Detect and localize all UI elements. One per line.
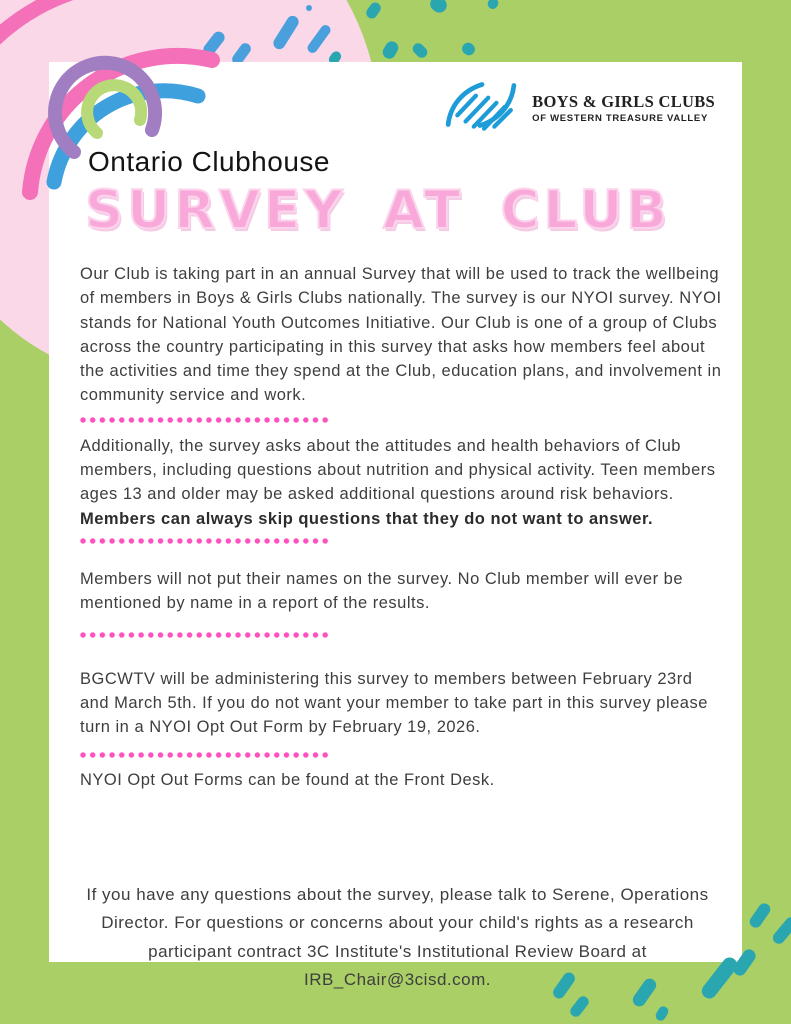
paragraph-opt-out: NYOI Opt Out Forms can be found at the Front Desk. bbox=[80, 771, 495, 790]
paragraph-health-behaviors bbox=[80, 434, 725, 531]
dotted-divider bbox=[80, 417, 332, 423]
confetti-dash-teal-icon bbox=[568, 994, 591, 1019]
bgc-interlocking-hands-icon bbox=[443, 78, 519, 132]
dotted-divider bbox=[80, 632, 332, 638]
org-logo-text bbox=[532, 86, 715, 124]
paragraph-schedule: BGCWTV will be administering this survey to members between February 23rd and March 5th. If you do not want your member to take part in this survey please turn in a NYOI Opt Out Form by February 19, 2026. bbox=[80, 669, 708, 737]
paragraph-health-bold: Members can always skip questions that they do not want to answer. bbox=[80, 509, 654, 528]
paragraph-contact: If you have any questions about the survey, please talk to Serene, Operations Director. For questions or concerns about your child's rights as a research participant contract 3C Institute's Institutional Review Board at IRB_Chair@3cisd.com. bbox=[86, 884, 709, 990]
page-title: SURVEY AT CLUB bbox=[85, 180, 671, 241]
confetti-dash-blue-icon bbox=[306, 5, 312, 11]
content-panel bbox=[49, 62, 742, 990]
confetti-dash-teal-icon bbox=[427, 0, 450, 16]
paragraph-health-normal: Additionally, the survey asks about the attitudes and health behaviors of Club members, including questions about nutrition and physical activity. Teen members ages 13 and older may be asked additional questions around risk behaviors. bbox=[80, 436, 716, 504]
org-region: OF WESTERN TREASURE VALLEY bbox=[532, 113, 709, 124]
confetti-dash-teal-icon bbox=[410, 41, 429, 60]
dotted-divider bbox=[80, 538, 332, 544]
confetti-dash-teal-icon bbox=[460, 40, 478, 58]
dotted-divider bbox=[80, 752, 332, 758]
confetti-dash-teal-icon bbox=[654, 1005, 670, 1023]
paragraph-anonymity: Members will not put their names on the survey. No Club member will ever be mentioned by name in a report of the results. bbox=[80, 569, 684, 613]
confetti-dash-teal-icon bbox=[364, 0, 383, 20]
paragraph-intro: Our Club is taking part in an annual Survey that will be used to track the wellbeing of members in Boys & Girls Clubs nationally. The survey is our NYOI survey. NYOI stands for National Youth Outcomes Initiative. Our Club is one of a group of Clubs across the country participating in this survey that asks how members feel about the activities and time they spend at the Club, education plans, and involvement in community service and work. bbox=[80, 265, 722, 405]
org-name: BOYS & GIRLS CLUBS bbox=[532, 92, 715, 111]
confetti-dash-teal-icon bbox=[486, 0, 500, 11]
confetti-dash-teal-icon bbox=[747, 901, 772, 930]
confetti-dash-teal-icon bbox=[770, 915, 791, 946]
clubhouse-name: Ontario Clubhouse bbox=[88, 146, 330, 177]
org-logo bbox=[80, 78, 715, 132]
confetti-dash-teal-icon bbox=[380, 39, 400, 61]
